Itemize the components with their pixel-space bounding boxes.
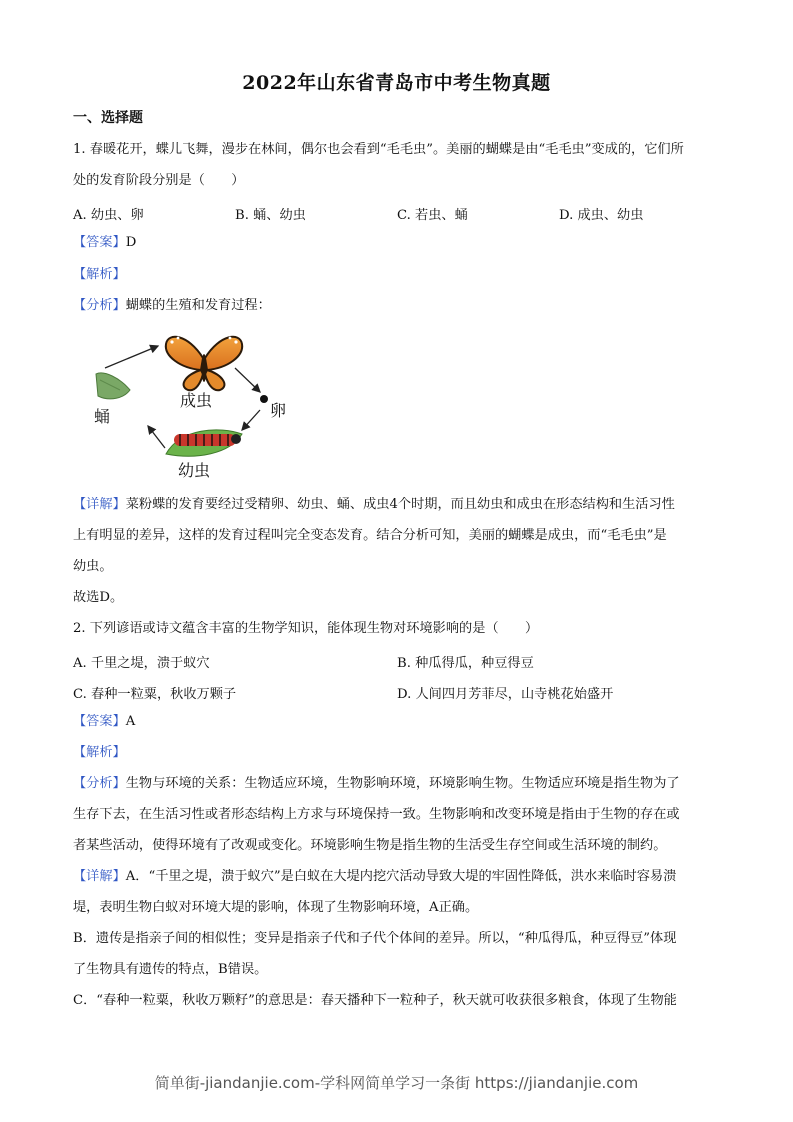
q1-stem-line2: 处的发育阶段分别是（ ）	[73, 173, 245, 188]
q1-detail-line2: 上有明显的差异，这样的发育过程叫完全变态发育。结合分析可知，美丽的蝴蝶是成虫，而“毛毛虫”是	[73, 528, 667, 543]
q2-detail-line4: 了生物具有遗传的特点，B错误。	[73, 962, 268, 977]
q1-fenxi	[73, 298, 723, 314]
butterfly-image	[166, 337, 242, 391]
q2-fenxi-line1	[73, 776, 723, 792]
q1-detail-line1	[73, 497, 723, 513]
q2-analysis-tag: 【解析】	[73, 745, 126, 760]
arrow-adult-to-egg	[235, 368, 260, 392]
answer-value: D	[125, 235, 137, 250]
q2-option-b: B. 种瓜得瓜，种豆得豆	[397, 656, 534, 671]
fenxi-text: 蝴蝶的生殖和发育过程：	[125, 298, 271, 313]
answer-tag: 【答案】	[73, 714, 126, 729]
q2-detail-line5: C．“春种一粒粟，秋收万颗籽”的意思是：春天播种下一粒种子，秋天就可收获很多粮食，体现了生物能	[73, 993, 677, 1008]
answer-value: A	[125, 714, 136, 729]
q2-fenxi-line2: 生存下去，在生活习性或者形态结构上方求与环境保持一致。生物影响和改变环境是指由于生物的存在或	[73, 807, 680, 822]
q1-option-c: C. 若虫、蛹	[397, 208, 468, 223]
detail-tag: 【详解】	[73, 497, 126, 512]
lifecycle-diagram-svg	[70, 330, 300, 482]
q1-detail-line3: 幼虫。	[73, 559, 113, 574]
fenxi-text: 生物与环境的关系：生物适应环境，生物影响环境，环境影响生物。生物适应环境是指生物为了	[125, 776, 680, 791]
q2-stem: 2. 下列谚语或诗文蕴含丰富的生物学知识，能体现生物对环境影响的是（ ）	[73, 621, 539, 636]
q1-option-d: D. 成虫、幼虫	[559, 208, 644, 223]
fenxi-tag: 【分析】	[73, 776, 126, 791]
page-footer: 简单街-jiandanjie.com-学科网简单学习一条街 https://jiandanjie.com	[154, 1074, 639, 1092]
arrow-pupa-to-adult	[105, 346, 158, 368]
label-pupa: 蛹	[94, 407, 111, 426]
q1-conclusion: 故选D。	[73, 590, 124, 605]
q1-answer	[73, 235, 723, 251]
butterfly-lifecycle-figure	[70, 330, 300, 482]
q1-analysis-tag: 【解析】	[73, 267, 126, 282]
q2-option-c: C. 春种一粒粟，秋收万颗子	[73, 687, 237, 702]
page-title: 2022年山东省青岛市中考生物真题	[242, 72, 551, 94]
detail-text: 菜粉蝶的发育要经过受精卵、幼虫、蛹、成虫4个时期，而且幼虫和成虫在形态结构和生活习性	[125, 497, 675, 512]
q2-detail-line1	[73, 869, 723, 885]
detail-tag: 【详解】	[73, 869, 126, 884]
label-larva: 幼虫	[178, 461, 211, 480]
caterpillar-image	[166, 430, 242, 456]
q2-detail-line3: B．遗传是指亲子间的相似性；变异是指亲子代和子代个体间的差异。所以，“种瓜得瓜，种豆得豆”体现	[73, 931, 677, 946]
label-egg: 卵	[270, 401, 287, 420]
q2-detail-line2: 堤，表明生物白蚁对环境大堤的影响，体现了生物影响环境，A正确。	[73, 900, 479, 915]
q1-option-a: A. 幼虫、卵	[73, 208, 144, 223]
pupa-image	[96, 373, 130, 399]
q1-stem-line1: 1. 春暖花开，蝶儿飞舞，漫步在林间，偶尔也会看到“毛毛虫”。美丽的蝴蝶是由“毛毛虫”变成的，它们所	[73, 142, 684, 157]
q1-option-b: B. 蛹、幼虫	[235, 208, 306, 223]
section-heading: 一、选择题	[73, 110, 143, 126]
arrow-egg-to-larva	[242, 410, 260, 430]
q2-option-d: D. 人间四月芳菲尽，山寺桃花始盛开	[397, 687, 614, 702]
q2-option-a: A. 千里之堤，溃于蚁穴	[73, 656, 210, 671]
egg-dot	[260, 395, 268, 403]
answer-tag: 【答案】	[73, 235, 126, 250]
detail-text: A．“千里之堤，溃于蚁穴”是白蚁在大堤内挖穴活动导致大堤的牢固性降低，洪水来临时容易溃	[125, 869, 677, 884]
fenxi-tag: 【分析】	[73, 298, 126, 313]
q2-answer	[73, 714, 723, 730]
label-adult: 成虫	[180, 391, 213, 410]
arrow-larva-to-pupa	[148, 426, 165, 448]
q2-fenxi-line3: 者某些活动，使得环境有了改观或变化。环境影响生物是指生物的生活受生存空间或生活环境的制约。	[73, 838, 667, 853]
